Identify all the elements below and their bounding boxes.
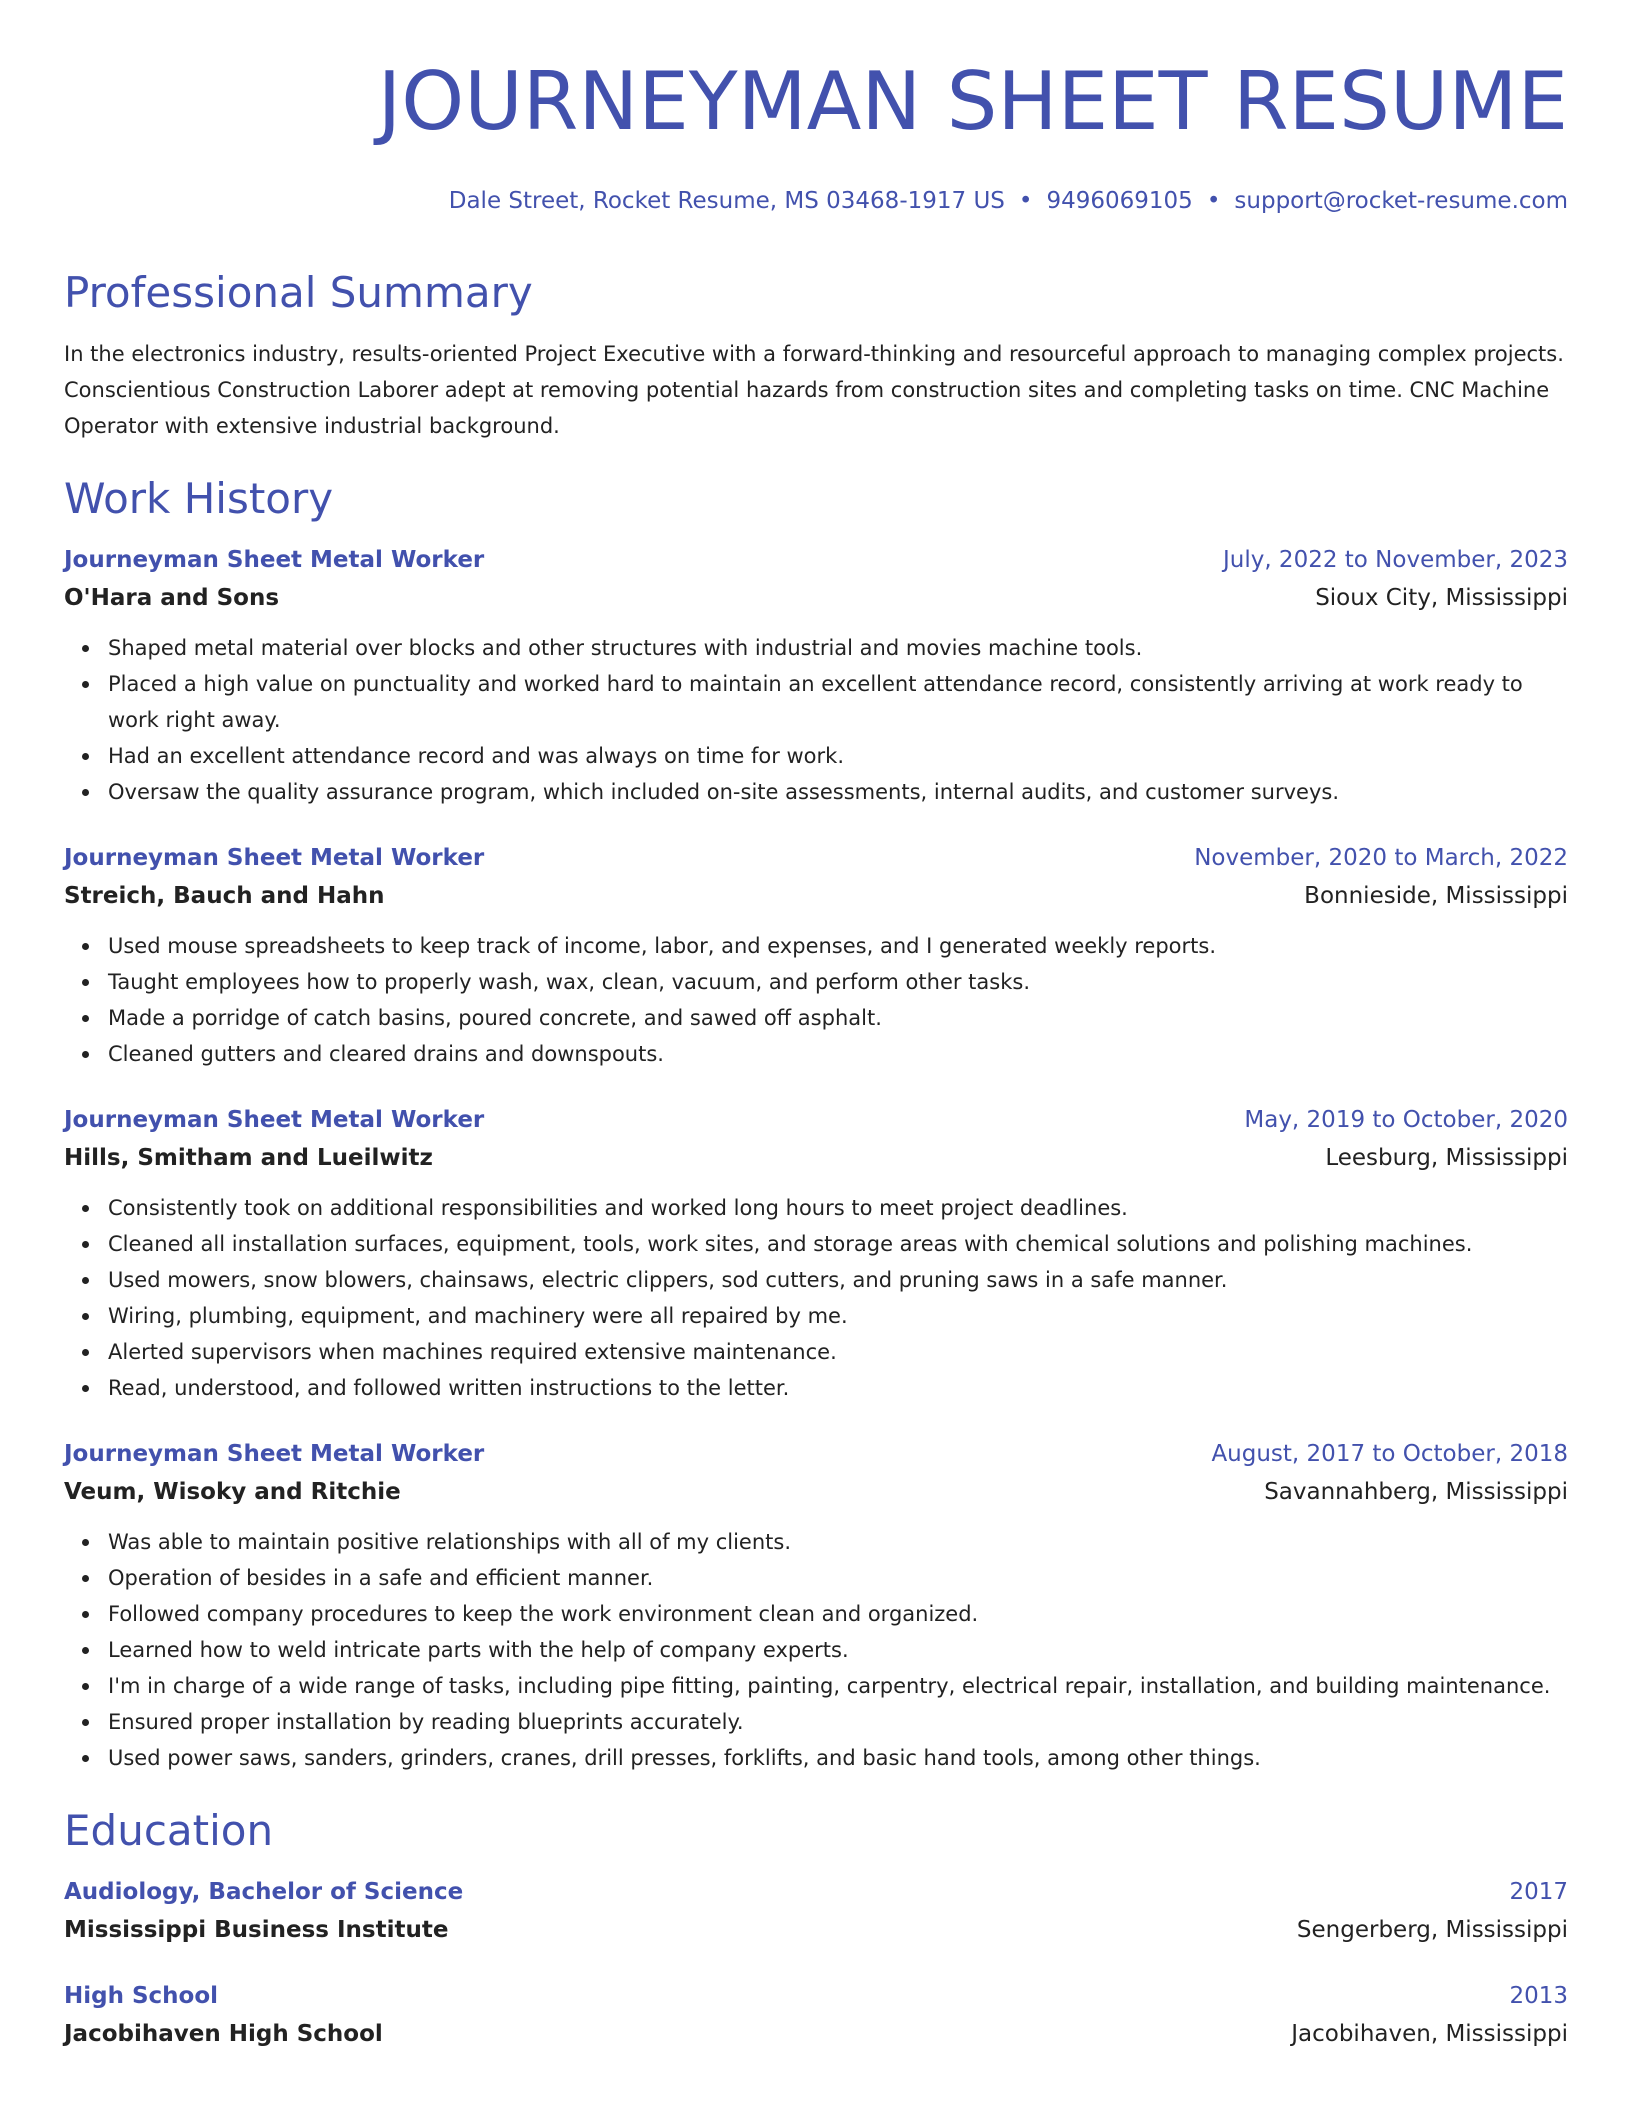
job-title: Journeyman Sheet Metal Worker: [64, 547, 485, 573]
job-location: Leesburg, Mississippi: [1325, 1145, 1568, 1171]
job-title: Journeyman Sheet Metal Worker: [64, 845, 485, 871]
job-company: Hills, Smitham and Lueilwitz: [64, 1145, 433, 1171]
job-bullet: Cleaned all installation surfaces, equipment, tools, work sites, and storage areas with chemical solutions and polishing machines.: [108, 1226, 1568, 1262]
education-location: Jacobihaven, Mississippi: [1291, 2021, 1568, 2047]
job-company: Veum, Wisoky and Ritchie: [64, 1479, 401, 1505]
job-location: Savannahberg, Mississippi: [1264, 1479, 1568, 1505]
job-bullet: Used mowers, snow blowers, chainsaws, electric clippers, sod cutters, and pruning saws in a safe manner.: [108, 1262, 1568, 1298]
job-bullet: Wiring, plumbing, equipment, and machinery were all repaired by me.: [108, 1298, 1568, 1334]
job-dates: November, 2020 to March, 2022: [1194, 845, 1568, 871]
job-company-row: [64, 876, 1568, 916]
job-bullet: Read, understood, and followed written instructions to the letter.: [108, 1370, 1568, 1406]
job-header-row: [64, 1436, 1568, 1472]
work-history-heading: Work History: [64, 474, 334, 523]
job-header-row: [64, 542, 1568, 578]
job-bullet-list: [64, 1524, 1568, 1776]
education-school-row: [64, 1910, 1568, 1950]
job-bullet: Oversaw the quality assurance program, which included on-site assessments, internal audits, and customer surveys.: [108, 774, 1568, 810]
job-dates: May, 2019 to October, 2020: [1244, 1107, 1568, 1133]
job-bullet: Operation of besides in a safe and efficient manner.: [108, 1560, 1568, 1596]
job-bullet: Learned how to weld intricate parts with the help of company experts.: [108, 1632, 1568, 1668]
job-bullet: Had an excellent attendance record and was always on time for work.: [108, 738, 1568, 774]
job-bullet: Used power saws, sanders, grinders, cranes, drill presses, forklifts, and basic hand tools, among other things.: [108, 1740, 1568, 1776]
contact-line: [64, 186, 1568, 216]
job-dates: July, 2022 to November, 2023: [1222, 547, 1568, 573]
education-location: Sengerberg, Mississippi: [1296, 1917, 1568, 1943]
job-company-row: [64, 1138, 1568, 1178]
contact-phone: 9496069105: [1046, 188, 1193, 214]
education-header-row: [64, 1978, 1568, 2014]
job-title: Journeyman Sheet Metal Worker: [64, 1441, 485, 1467]
job-company-row: [64, 1472, 1568, 1512]
education-heading: Education: [64, 1806, 274, 1855]
education-entry: [64, 1874, 1568, 1950]
education-year: 2013: [1509, 1983, 1568, 2009]
job-company-row: [64, 578, 1568, 618]
job-bullet: Taught employees how to properly wash, wax, clean, vacuum, and perform other tasks.: [108, 964, 1568, 1000]
education-year: 2017: [1509, 1879, 1568, 1905]
education-school: Mississippi Business Institute: [64, 1917, 449, 1943]
job-header-row: [64, 1102, 1568, 1138]
education-header-row: [64, 1874, 1568, 1910]
job-entry: [64, 1102, 1568, 1406]
contact-address: Dale Street, Rocket Resume, MS 03468-1917 US: [448, 188, 1005, 214]
job-bullet: Followed company procedures to keep the work environment clean and organized.: [108, 1596, 1568, 1632]
job-entry: [64, 1436, 1568, 1776]
education-list: [64, 1874, 1568, 2054]
job-bullet: Placed a high value on punctuality and worked hard to maintain an excellent attendance record, consistently arriving at work ready to work right away.: [108, 666, 1568, 738]
work-history-list: [64, 542, 1568, 1776]
job-bullet-list: [64, 1190, 1568, 1406]
education-degree: High School: [64, 1983, 219, 2009]
summary-text: In the electronics industry, results-oriented Project Executive with a forward-thinking and resourceful approach to managing complex projects. Conscientious Construction Laborer adept at removing potential hazards from construction sites and completing tasks on time. CNC Machine Operator with extensive industrial background.: [64, 342, 1564, 438]
contact-separator: •: [1018, 188, 1033, 214]
contact-email: support@rocket-resume.com: [1234, 188, 1568, 214]
job-bullet: Consistently took on additional responsibilities and worked long hours to meet project deadlines.: [108, 1190, 1568, 1226]
job-bullet-list: [64, 928, 1568, 1072]
education-school-row: [64, 2014, 1568, 2054]
job-header-row: [64, 840, 1568, 876]
job-company: Streich, Bauch and Hahn: [64, 883, 385, 909]
resume-name: JOURNEYMAN SHEET RESUME: [377, 55, 1568, 148]
job-bullet-list: [64, 630, 1568, 810]
job-bullet: Ensured proper installation by reading blueprints accurately.: [108, 1704, 1568, 1740]
job-entry: [64, 840, 1568, 1072]
job-bullet: Cleaned gutters and cleared drains and downspouts.: [108, 1036, 1568, 1072]
job-location: Bonnieside, Mississippi: [1304, 883, 1568, 909]
job-title: Journeyman Sheet Metal Worker: [64, 1107, 485, 1133]
job-dates: August, 2017 to October, 2018: [1211, 1441, 1568, 1467]
job-location: Sioux City, Mississippi: [1315, 585, 1568, 611]
job-company: O'Hara and Sons: [64, 585, 280, 611]
resume-header: [64, 56, 1568, 216]
job-bullet: Used mouse spreadsheets to keep track of income, labor, and expenses, and I generated weekly reports.: [108, 928, 1568, 964]
job-bullet: Alerted supervisors when machines required extensive maintenance.: [108, 1334, 1568, 1370]
contact-separator: •: [1206, 188, 1221, 214]
job-bullet: Made a porridge of catch basins, poured concrete, and sawed off asphalt.: [108, 1000, 1568, 1036]
job-bullet: I'm in charge of a wide range of tasks, including pipe fitting, painting, carpentry, electrical repair, installation, and building maintenance.: [108, 1668, 1568, 1704]
summary-heading: Professional Summary: [64, 268, 533, 317]
job-bullet: Was able to maintain positive relationships with all of my clients.: [108, 1524, 1568, 1560]
education-entry: [64, 1978, 1568, 2054]
education-school: Jacobihaven High School: [64, 2021, 383, 2047]
job-entry: [64, 542, 1568, 810]
education-degree: Audiology, Bachelor of Science: [64, 1879, 464, 1905]
job-bullet: Shaped metal material over blocks and other structures with industrial and movies machine tools.: [108, 630, 1568, 666]
